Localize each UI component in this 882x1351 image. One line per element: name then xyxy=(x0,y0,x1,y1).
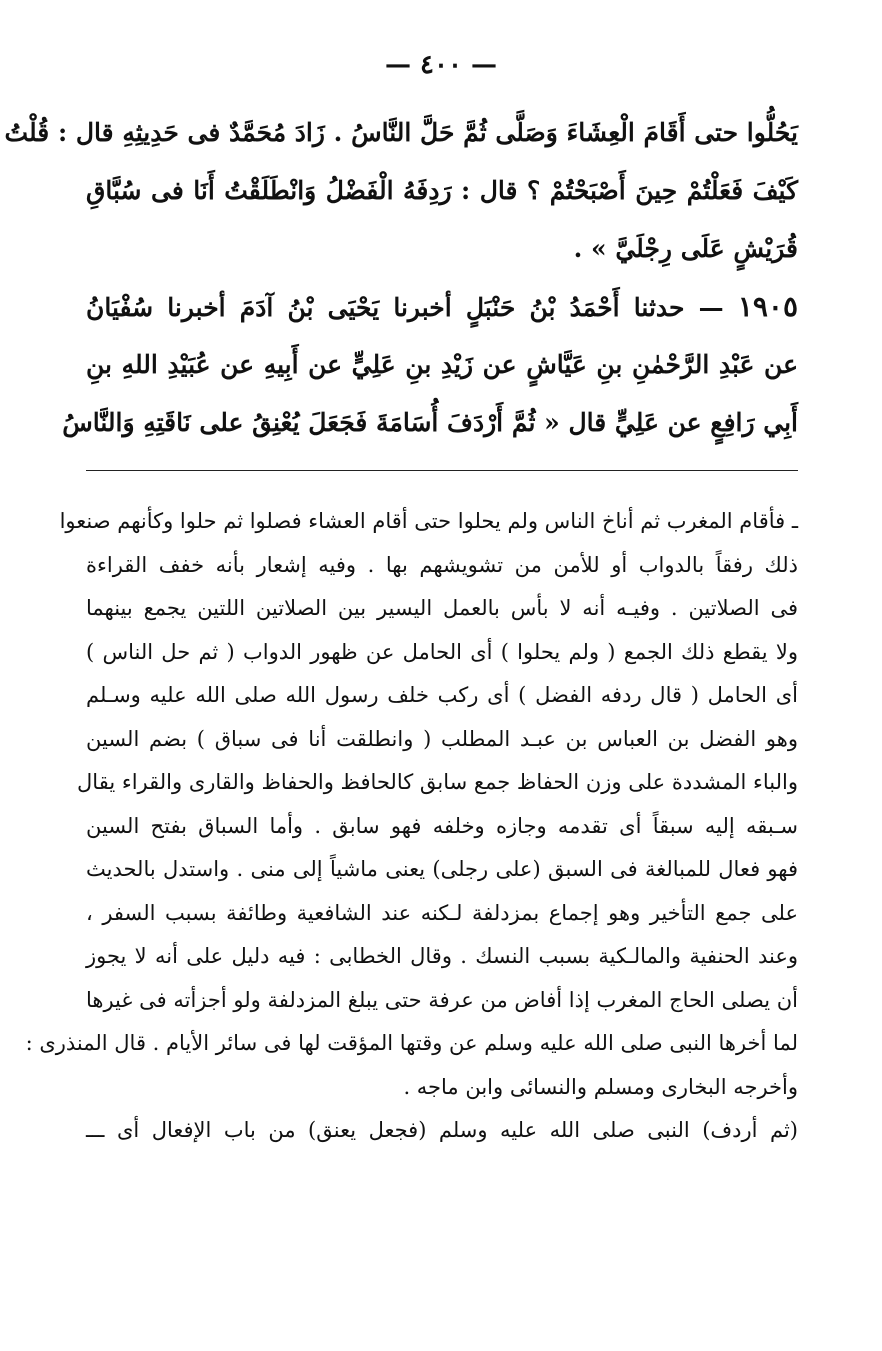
commentary-line: وعند الحنفية والمالـكية بسبب النسك . وقال الخطابى : فيه دليل على أنه لا يجوز xyxy=(86,944,798,968)
commentary-line: سـبقه إليه سبقاً أى تقدمه وجازه وخلفه فهو سابق . وأما السباق بفتح السين xyxy=(86,813,798,838)
commentary-line: وهو الفضل بن العباس بن عبـد المطلب ( وانطلقت أنا فى سباق ) بضم السين xyxy=(86,726,798,751)
commentary-line: ـ فأقام المغرب ثم أناخ الناس ولم يحلوا حتى أقام العشاء فصلوا ثم حلوا وكأنهم صنعوا xyxy=(59,509,798,533)
commentary-line: (ثم أردف) النبى صلى الله عليه وسلم (فجعل يعنق) من باب الإفعال أى ـــ xyxy=(86,1118,798,1142)
commentary-line: وأخرجه البخارى ومسلم والنسائى وابن ماجه . xyxy=(403,1074,798,1099)
page-number: — ٤٠٠ — xyxy=(384,50,498,80)
hadith-number: ١٩٠٥ xyxy=(737,290,798,323)
commentary-line: فى الصلاتين . وفيـه أنه لا بأس بالعمل اليسير بين الصلاتين اللتين يجمع بينهما xyxy=(86,596,798,620)
text-line: عن عَبْدِ الرَّحْمٰنِ بنِ عَيَّاشٍ عن زَيْدِ بنِ عَلِيٍّ عن أَبِيهِ عن عُبَيْدِ اللهِ بنِ xyxy=(86,350,798,379)
text-fragment: حدثنا أَحْمَدُ بْنُ حَنْبَلٍ أخبرنا يَحْيَى بْنُ آدَمَ أخبرنا سُفْيَانُ xyxy=(86,293,685,322)
commentary-line: أن يصلى الحاج المغرب إذا أفاض من عرفة حتى يبلغ المزدلفة ولو أجزأته فى غيرها xyxy=(86,987,798,1012)
commentary-line: لما أخرها النبى صلى الله عليه وسلم عن وقتها المؤقت لها فى سائر الأيام . قال المنذرى : xyxy=(25,1031,798,1055)
hadith-line-with-number: ١٩٠٥ — حدثنا أَحْمَدُ بْنُ حَنْبَلٍ أخبرنا يَحْيَى بْنُ آدَمَ أخبرنا سُفْيَانُ xyxy=(86,290,798,323)
commentary-line: ولا يقطع ذلك الجمع ( ولم يحلوا ) أى الحامل عن ظهور الدواب ( ثم حل الناس ) xyxy=(86,639,798,664)
text-line: يَحُلُّوا حتى أَقَامَ الْعِشَاءَ وَصَلَّى ثُمَّ حَلَّ النَّاسُ . زَادَ مُحَمَّدٌ فى حَدِيثِهِ قال : قُلْتُ xyxy=(4,118,798,147)
hadith-text-block xyxy=(4,104,798,452)
commentary-line: على جمع التأخير وهو إجماع بمزدلفة لـكنه عند الشافعية وطائفة بسبب السفر ، xyxy=(86,900,798,925)
text-line: كَيْفَ فَعَلْتُمْ حِينَ أَصْبَحْتُمْ ؟ قال : رَدِفَهُ الْفَضْلُ وَانْطَلَقْتُ أَنَا فى سُبَّاقِ xyxy=(86,176,798,205)
text-line: قُرَيْشٍ عَلَى رِجْلَيَّ » . xyxy=(573,234,798,263)
commentary-line: أى الحامل ( قال ردفه الفضل ) أى ركب خلف رسول الله صلى الله عليه وسـلم xyxy=(86,683,798,707)
commentary-line: فهو فعال للمبالغة فى السبق (على رجلى) يعنى ماشياً إلى منى . واستدل بالحديث xyxy=(86,857,798,881)
commentary-block xyxy=(25,500,798,1153)
commentary-line: والباء المشددة على وزن الحفاظ جمع سابق كالحافظ والحفاظ والقارى والقراء يقال xyxy=(77,770,798,794)
footnote-divider xyxy=(86,470,798,471)
text-line: أَبِي رَافِعٍ عن عَلِيٍّ قال « ثُمَّ أَرْدَفَ أُسَامَةَ فَجَعَلَ يُعْنِقُ على نَاقَتِهِ وَالنَّاسُ xyxy=(62,408,798,437)
commentary-line: ذلك رفقاً بالدواب أو للأمن من تشويشهم بها . وفيه إشعار بأنه خفف القراءة xyxy=(86,552,798,577)
